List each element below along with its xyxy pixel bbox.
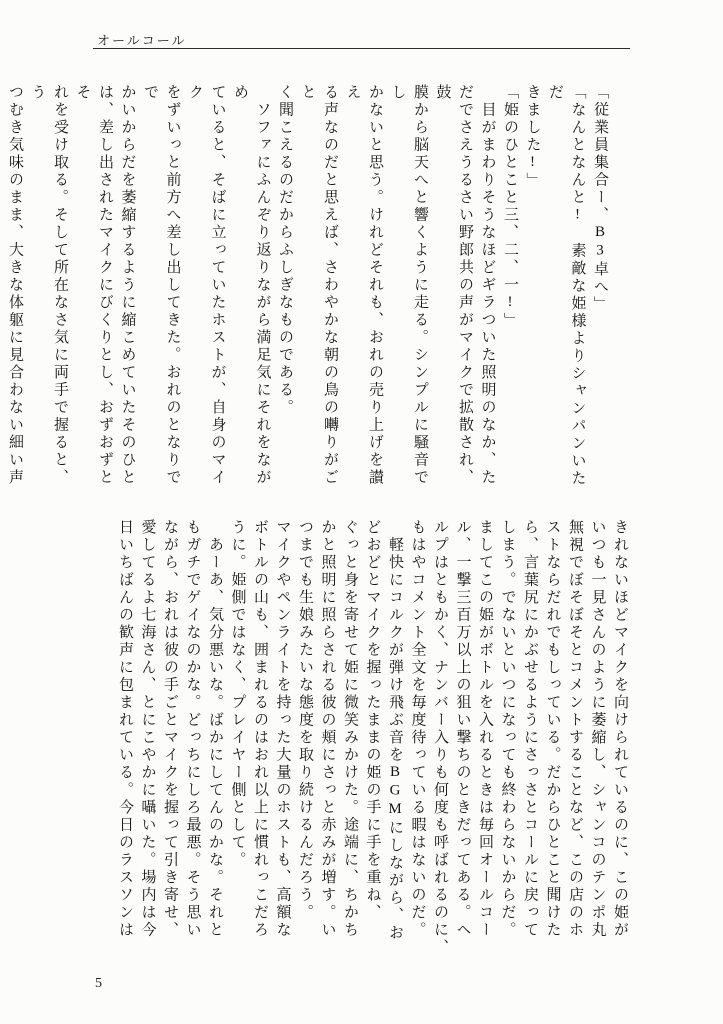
text-line: 無視でぼそぼそとコメントすることなど、この店のホ: [567, 519, 583, 939]
text-line: だでさえうるさい野郎共の声がマイクで拡散され、鼓: [434, 84, 473, 487]
text-line: る声なのだと思えば、さわやかな朝の鳥の囀りがごと: [299, 84, 338, 487]
text-line: もガチでゲイなのかな。どっちにしろ最悪。そう思い: [184, 519, 201, 939]
text-line: もはやコメント全文を毎度待っている暇はないのだ。: [409, 519, 426, 939]
text-line: ら、言葉尻にかぶせるようにさっさとコールに戻って: [522, 519, 538, 939]
running-header-title: オールコール: [97, 33, 187, 48]
text-line: ましてこの姫がボトルを入れるときは毎回オールコー: [477, 519, 493, 939]
text-line: ソファにふんぞり返りながら満足気にそれをながめ: [232, 84, 271, 487]
text-line: しまう。でないといつになっても終わらないからだ。: [499, 519, 516, 939]
text-line: 「姫のひとこと三、二、一!」: [502, 84, 518, 330]
text-line: をずいっと前方へ差し出してきた。おれのとなりでで: [142, 84, 181, 487]
text-line: あーあ、気分悪いな。ばかにしてんのかな。それと: [207, 519, 223, 939]
text-line: いつも一見さんのように萎縮し、シャンコのテンポ丸: [589, 519, 606, 939]
text-line: は、差し出されたマイクにびくりとし、おずおずとそ: [74, 84, 113, 487]
text-line: ボトルの山も、囲まれるのはおれ以上に慣れっこだろ: [252, 519, 268, 939]
text-line: かないと思う。けれどそれも、おれの売り上げを讃え: [344, 84, 383, 487]
text-line: ストならだれでもしっている。だからひとこと聞けた: [544, 519, 561, 939]
text-line: 「従業員集合ー、B3卓へ」: [592, 84, 608, 314]
text-line: きれないほどマイクを向けられているのに、この姫が: [612, 519, 628, 939]
text-line: ていると、そばに立っていたホストが、自身のマイク: [187, 84, 226, 487]
text-line: マイクやペンライトを持った大量のホストも、高額な: [274, 519, 291, 939]
text-line: きました!」: [524, 84, 541, 190]
text-line: ぐっと身を寄せて姫に微笑みかけた。途端に、ちかち: [342, 519, 358, 939]
text-line: 目がまわりそうなほどギラついた照明のなか、た: [479, 84, 496, 487]
text-line: れを受け取る。そして所在なさ気に両手で握ると、う: [29, 84, 68, 487]
text-line: どおどとマイクを握ったままの姫の手に手を重ね、: [364, 519, 381, 922]
text-line: つまでも生娘みたいな態度を取り続けるんだろう。: [297, 519, 313, 922]
text-block-bottom: [114, 519, 632, 967]
text-line: く聞こえるのだからふしぎなものである。: [277, 84, 293, 417]
header-rule: [93, 48, 630, 49]
text-line: ルプはともかく、ナンバー入りも何度も呼ばれるのに、: [432, 519, 448, 957]
text-line: つむき気味のまま、大きな体躯に見合わない細い声: [7, 84, 23, 487]
text-line: かいからだを萎縮するように縮こめていたそのひと: [119, 84, 136, 487]
page-number: 5: [95, 976, 103, 991]
text-line: 軽快にコルクが弾け飛ぶ音をBGMにしながら、お: [387, 519, 403, 942]
text-line: うに。姫側ではなく、プレイヤー側として。: [229, 519, 246, 869]
text-line: 愛してるよ七海さん、とにこやかに囁いた。場内は今: [139, 519, 156, 939]
text-line: 「なんとなんと! 素敵な姫様よりシャンパンいただ: [547, 84, 586, 488]
text-line: かと照明に照らされる彼の頬にさっと赤みが増す。い: [319, 519, 336, 939]
text-line: 日いちばんの歓声に包まれている。今日のラスソンは: [117, 519, 133, 939]
text-block-top: [0, 84, 611, 502]
text-line: 膜から脳天へと響くように走る。シンプルに騒音でし: [389, 84, 428, 487]
text-line: ながら、おれは彼の手ごとマイクを握って引き寄せ、: [162, 519, 178, 939]
text-line: ル、一撃三百万以上の狙い撃ちのときだってある。ヘ: [454, 519, 471, 939]
